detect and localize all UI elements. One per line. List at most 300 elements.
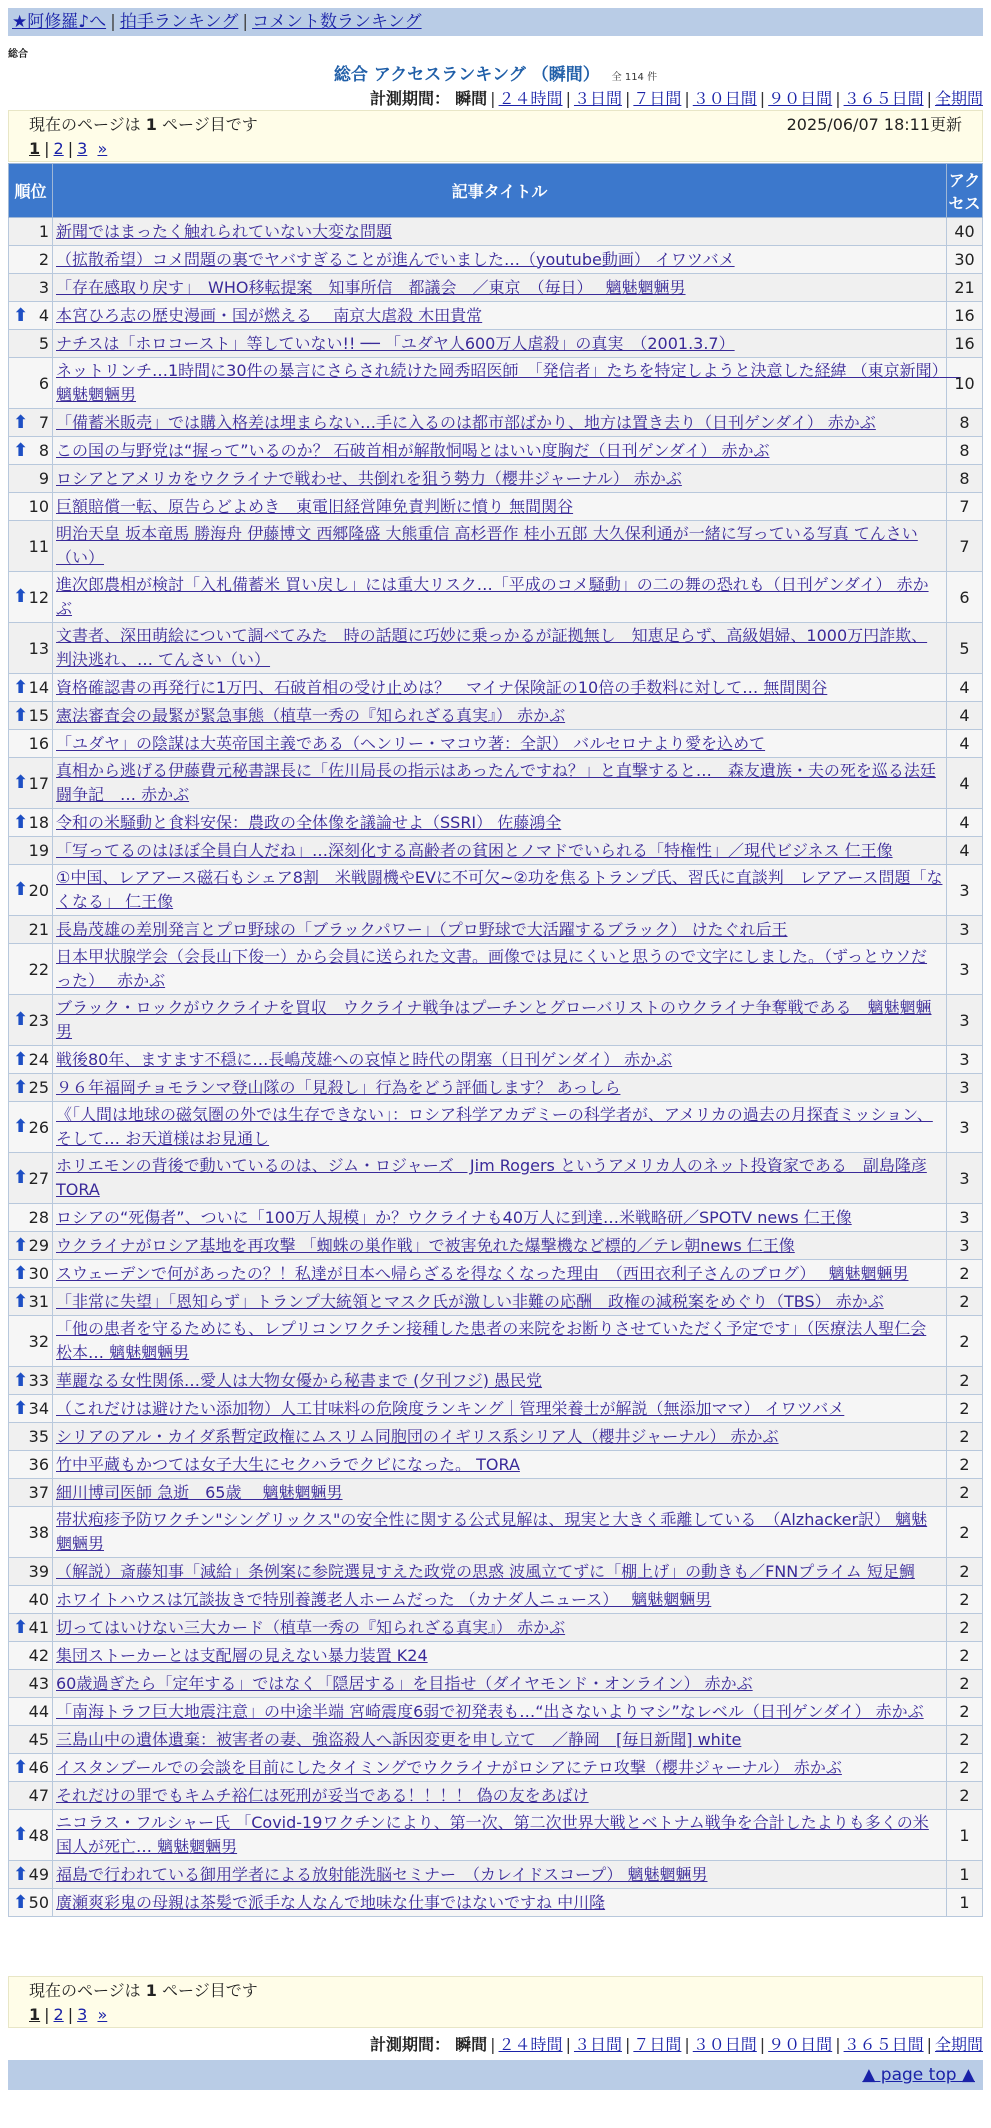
comment-ranking-link[interactable]: コメント数ランキング — [252, 12, 422, 32]
rank-number: 34 — [28, 1399, 49, 1418]
article-title-link[interactable]: ロシアとアメリカをウクライナで戦わせ、共倒れを狙う勢力（櫻井ジャーナル） 赤かぶ — [56, 468, 682, 488]
rank-number: 4 — [38, 306, 49, 325]
table-row — [9, 809, 983, 837]
ranking-table — [8, 163, 983, 1917]
table-row — [9, 1260, 983, 1288]
page-links: 1 | 2 | 3 » — [29, 139, 108, 158]
title-cell — [53, 809, 947, 837]
article-title-link[interactable]: スウェーデンで何があったの？！私達が日本へ帰らざるを得なくなった理由 （西田衣利子さんのブログ） 魑魅魍魎男 — [56, 1263, 909, 1283]
table-row — [9, 521, 983, 572]
title-cell — [53, 1102, 947, 1153]
table-row — [9, 572, 983, 623]
page-status: 現在のページは 1 ページ目です — [29, 115, 258, 134]
rank-cell — [9, 521, 53, 572]
rank-cell — [9, 1614, 53, 1642]
updated-timestamp: 2025/06/07 18:11更新 — [786, 115, 962, 134]
title-cell — [53, 1558, 947, 1586]
access-count: 3 — [947, 1153, 983, 1204]
access-count: 10 — [947, 358, 983, 409]
access-count: 21 — [947, 274, 983, 302]
rank-number: 29 — [28, 1236, 49, 1255]
article-title-link[interactable]: 戦後80年、ますます不穏に…長嶋茂雄への哀悼と時代の閉塞（日刊ゲンダイ） 赤かぶ — [56, 1049, 673, 1069]
table-row — [9, 1861, 983, 1889]
rank-number: 35 — [28, 1427, 49, 1446]
applause-ranking-link[interactable]: 拍手ランキング — [119, 12, 239, 32]
access-count: 2 — [947, 1395, 983, 1423]
period-all-link[interactable]: 全期間 — [934, 89, 983, 108]
table-row — [9, 330, 983, 358]
up-arrow-icon: ⬆ — [13, 811, 29, 833]
table-row — [9, 1614, 983, 1642]
rank-number: 5 — [38, 334, 49, 353]
period-selector-bottom: 計測期間： 瞬間 | ２４時間 | ３日間 | ７日間 | ３０日間 | ９０日間 | ３６５日間 | 全期間 — [370, 2035, 983, 2054]
title-cell — [53, 1726, 947, 1754]
rank-cell — [9, 465, 53, 493]
access-count: 3 — [947, 944, 983, 995]
ranking-title-block — [8, 60, 983, 85]
rank-number: 24 — [28, 1050, 49, 1069]
access-count: 5 — [947, 623, 983, 674]
rank-number: 33 — [28, 1371, 49, 1390]
up-arrow-icon: ⬆ — [13, 304, 29, 326]
table-body — [9, 218, 983, 1917]
up-arrow-icon: ⬆ — [13, 1369, 29, 1391]
title-cell — [53, 1670, 947, 1698]
up-arrow-icon: ⬆ — [13, 772, 29, 793]
table-row — [9, 1288, 983, 1316]
rank-cell — [9, 837, 53, 865]
title-cell — [53, 1046, 947, 1074]
article-title-link[interactable]: （これだけは避けたい添加物）人工甘味料の危険度ランキング｜管理栄養士が解説（無添加ママ） イワツバメ — [56, 1398, 845, 1418]
article-title-link[interactable]: 長島茂雄の差別発言とプロ野球の「ブラックパワー」（プロ野球で大活躍するブラック） けたぐれ后王 — [56, 919, 788, 939]
table-row — [9, 1102, 983, 1153]
access-count: 3 — [947, 916, 983, 944]
title-cell — [53, 1153, 947, 1204]
article-title-link[interactable]: この国の与野党は“握って”いるのか？ 石破首相が解散恫喝とはいい度胸だ（日刊ゲンダイ） 赤かぶ — [56, 440, 770, 460]
title-cell — [53, 1861, 947, 1889]
table-row — [9, 218, 983, 246]
table-row — [9, 916, 983, 944]
period-365d-link[interactable]: ３６５日間 — [843, 2035, 924, 2054]
up-arrow-icon: ⬆ — [13, 1616, 29, 1638]
rank-number: 43 — [28, 1674, 49, 1693]
title-cell — [53, 409, 947, 437]
article-title-link[interactable]: 帯状疱疹予防ワクチン"シングリックス"の安全性に関する公式見解は、現実と大きく乖離している （Alzhacker訳） 魑魅魍魎男 — [56, 1510, 928, 1553]
table-row — [9, 437, 983, 465]
page-current: 1 — [29, 139, 41, 158]
article-title-link[interactable]: 集団ストーカーとは支配層の見えない暴力装置 K24 — [56, 1645, 428, 1665]
article-title-link[interactable]: （解説）斎藤知事「減給」条例案に参院選見すえた政党の思惑 波風立てずに「棚上げ」の動きも／FNNプライム 短足鯛 — [56, 1561, 915, 1581]
article-title-link[interactable]: ①中国、レアアース磁石もシェア8割 米戦闘機やEVに不可欠~②功を焦るトランプ氏、習氏に直談判 レアアース問題「なくなる」 仁王像 — [56, 868, 943, 911]
title-cell — [53, 330, 947, 358]
rank-cell — [9, 1260, 53, 1288]
title-cell — [53, 1395, 947, 1423]
title-cell — [53, 1074, 947, 1102]
rank-number: 14 — [28, 678, 49, 697]
rank-cell — [9, 1642, 53, 1670]
page-link-3[interactable]: 3 — [77, 139, 88, 158]
table-row — [9, 623, 983, 674]
access-count: 2 — [947, 1698, 983, 1726]
table-row — [9, 1670, 983, 1698]
article-title-link[interactable]: 日本甲状腺学会（会長山下俊一）から会員に送られた文書。画像では見にくいと思うので文字にしました。（ずっとウソだった） 赤かぶ — [56, 947, 928, 990]
article-title-link[interactable]: 資格確認書の再発行に1万円、石破首相の受け止めは？ マイナ保険証の10倍の手数料に対して… 無間関谷 — [56, 677, 828, 697]
rank-number: 38 — [28, 1522, 49, 1542]
article-title-link[interactable]: 新聞ではまったく触れられていない大変な問題 — [56, 221, 393, 241]
article-title-link[interactable]: 明治天皇 坂本竜馬 勝海舟 伊藤博文 西郷隆盛 大熊重信 高杉晋作 桂小五郎 大久保利通が一緒に写っている写真 てんさい（い） — [56, 524, 918, 567]
rank-cell — [9, 246, 53, 274]
rank-cell — [9, 1451, 53, 1479]
rank-number: 42 — [28, 1646, 49, 1665]
period-24h-link[interactable]: ２４時間 — [498, 2035, 563, 2054]
page-next-link[interactable]: » — [97, 139, 108, 158]
article-title-link[interactable]: 廣瀬爽彩鬼の母親は茶髪で派手な人なんで地味な仕事ではないですね 中川隆 — [56, 1892, 606, 1912]
page-links: 1 | 2 | 3 » — [29, 2005, 108, 2024]
access-count: 4 — [947, 730, 983, 758]
period-selector-top: 計測期間： 瞬間 | ２４時間 | ３日間 | ７日間 | ３０日間 | ９０日間 | ３６５日間 | 全期間 — [370, 89, 983, 108]
up-arrow-icon: ⬆ — [13, 1262, 29, 1284]
table-row — [9, 758, 983, 809]
up-arrow-icon: ⬆ — [13, 1009, 29, 1030]
article-title-link[interactable]: 憲法審査会の最緊が緊急事態（植草一秀の『知られざる真実』） 赤かぶ — [56, 705, 566, 725]
table-row — [9, 1810, 983, 1861]
period-all-link[interactable]: 全期間 — [934, 2035, 983, 2054]
article-title-link[interactable]: それだけの罪でもキムチ裕仁は死刑が妥当である！！！！ 偽の友をあばけ — [56, 1785, 589, 1805]
period-7d-link[interactable]: ７日間 — [633, 2035, 682, 2054]
article-title-link[interactable]: 文書者、深田萌絵について調べてみた 時の話題に巧妙に乗っかるが証拠無し 知恵足らず、高級娼婦、1000万円詐欺、判決逃れ、… てんさい（い） — [56, 626, 928, 669]
rank-number: 22 — [28, 959, 49, 979]
rank-number: 36 — [28, 1455, 49, 1474]
access-count: 4 — [947, 702, 983, 730]
article-title-link[interactable]: 「南海トラフ巨大地震注意」の中途半端 宮崎震度6弱で初発表も…“出さないよりマシ”なレベル（日刊ゲンダイ） 赤かぶ — [56, 1701, 924, 1721]
access-count: 2 — [947, 1316, 983, 1367]
up-arrow-icon: ⬆ — [13, 1824, 29, 1845]
article-title-link[interactable]: 巨額賠償一転、原告らどよめき 東電旧経営陣免責判断に憤り 無間関谷 — [56, 496, 574, 516]
rank-number: 45 — [28, 1730, 49, 1749]
title-cell — [53, 916, 947, 944]
rank-cell — [9, 409, 53, 437]
access-count: 8 — [947, 409, 983, 437]
up-arrow-icon: ⬆ — [13, 1397, 29, 1419]
title-cell — [53, 623, 947, 674]
period-3d-link[interactable]: ３日間 — [573, 2035, 622, 2054]
article-title-link[interactable]: イスタンブールでの会談を目前にしたタイミングでウクライナがロシアにテロ攻撃（櫻井ジャーナル） 赤かぶ — [56, 1757, 842, 1777]
page-top-link[interactable]: ▲ page top ▲ — [862, 2065, 975, 2085]
article-title-link[interactable]: ホリエモンの背後で動いているのは、ジム・ロジャーズ Jim Rogers というアメリカ人のネット投資家である 副島隆彦 TORA — [56, 1156, 927, 1199]
rank-cell — [9, 944, 53, 995]
article-title-link[interactable]: 三島山中の遺体遺棄：被害者の妻、強盗殺人へ訴因変更を申し立て ／静岡 [毎日新聞] white — [56, 1729, 742, 1749]
title-cell — [53, 437, 947, 465]
up-arrow-icon: ⬆ — [13, 1891, 29, 1913]
rank-cell — [9, 1367, 53, 1395]
rank-cell — [9, 1586, 53, 1614]
article-title-link[interactable]: 福島で行われている御用学者による放射能洗脳セミナー （カレイドスコープ） 魑魅魍魎男 — [56, 1864, 708, 1884]
title-cell — [53, 1754, 947, 1782]
title-cell — [53, 1507, 947, 1558]
access-count: 4 — [947, 837, 983, 865]
rank-number: 25 — [28, 1078, 49, 1097]
rank-number: 50 — [28, 1893, 49, 1912]
title-cell — [53, 730, 947, 758]
rank-number: 19 — [28, 841, 49, 860]
article-title-link[interactable]: ネットリンチ…1時間に30件の暴言にさらされ続けた岡秀昭医師 「発信者」たちを特定しようと決意した経緯 （東京新聞） 魑魅魍魎男 — [56, 361, 961, 404]
up-arrow-icon: ⬆ — [13, 879, 29, 900]
access-count: 2 — [947, 1479, 983, 1507]
title-cell — [53, 995, 947, 1046]
table-row — [9, 358, 983, 409]
article-title-link[interactable]: 60歳過ぎたら「定年する」ではなく「隠居する」を目指せ（ダイヤモンド・オンライン） 赤かぶ — [56, 1673, 753, 1693]
title-cell — [53, 572, 947, 623]
title-cell — [53, 1698, 947, 1726]
article-title-link[interactable]: （拡散希望）コメ問題の裏でヤバすぎることが進んでいました…（youtube動画） イワツバメ — [56, 249, 735, 269]
article-title-link[interactable]: ブラック・ロックがウクライナを買収 ウクライナ戦争はプーチンとグローバリストのウクライナ争奪戦である 魑魅魍魎男 — [56, 998, 932, 1041]
page-link-2[interactable]: 2 — [53, 2005, 64, 2024]
up-arrow-icon: ⬆ — [13, 1756, 29, 1778]
up-arrow-icon: ⬆ — [13, 586, 29, 607]
access-count: 2 — [947, 1782, 983, 1810]
rank-number: 20 — [28, 880, 49, 900]
title-cell — [53, 358, 961, 409]
article-title-link[interactable]: ウクライナがロシア基地を再攻撃 「蜘蛛の巣作戦」で被害免れた爆撃機など標的／テレ朝news 仁王像 — [56, 1235, 795, 1255]
article-title-link[interactable]: 真相から逃げる伊藤費元秘書課長に「佐川局長の指示はあったんですね？」と直撃すると… 森友遺族・夫の死を巡る法廷闘争記 … 赤かぶ — [56, 761, 936, 804]
rank-number: 39 — [28, 1562, 49, 1581]
rank-number: 23 — [28, 1010, 49, 1030]
article-title-link[interactable]: 「写ってるのはほぼ全員白人だね」…深刻化する高齢者の貧困とノマドでいられる「特権性」／現代ビジネス 仁王像 — [56, 840, 893, 860]
period-30d-link[interactable]: ３０日間 — [692, 2035, 757, 2054]
rank-cell — [9, 1204, 53, 1232]
title-cell — [53, 674, 947, 702]
rank-cell — [9, 1558, 53, 1586]
period-label: 計測期間： — [370, 89, 451, 108]
title-cell — [53, 1614, 947, 1642]
header-rank: 順位 — [9, 164, 53, 218]
period-30d-link[interactable]: ３０日間 — [692, 89, 757, 108]
table-row — [9, 944, 983, 995]
up-arrow-icon: ⬆ — [13, 1076, 29, 1098]
rank-cell — [9, 758, 53, 809]
access-count: 3 — [947, 1204, 983, 1232]
table-row — [9, 1586, 983, 1614]
rank-number: 32 — [28, 1331, 49, 1351]
rank-cell — [9, 1232, 53, 1260]
ranking-count: 全 114 件 — [611, 72, 658, 83]
title-cell — [53, 1586, 947, 1614]
rank-number: 3 — [38, 278, 49, 297]
table-row — [9, 1204, 983, 1232]
rank-cell — [9, 218, 53, 246]
article-title-link[interactable]: 本宮ひろ志の歴史漫画・国が燃える 南京大虐殺 木田貴常 — [56, 305, 483, 325]
access-count: 16 — [947, 302, 983, 330]
title-cell — [53, 702, 947, 730]
access-count: 3 — [947, 865, 983, 916]
rank-number: 49 — [28, 1865, 49, 1884]
rank-cell — [9, 1316, 53, 1367]
up-arrow-icon: ⬆ — [13, 704, 29, 726]
rank-number: 17 — [28, 773, 49, 793]
title-cell — [53, 758, 947, 809]
table-row — [9, 1423, 983, 1451]
title-cell — [53, 865, 947, 916]
up-arrow-icon: ⬆ — [13, 1863, 29, 1885]
period-24h-link[interactable]: ２４時間 — [498, 89, 563, 108]
table-row — [9, 1451, 983, 1479]
up-arrow-icon: ⬆ — [13, 1048, 29, 1070]
category-label: 総合 — [8, 49, 28, 60]
rank-cell — [9, 437, 53, 465]
access-count: 4 — [947, 809, 983, 837]
rank-number: 41 — [28, 1618, 49, 1637]
title-cell — [53, 1782, 947, 1810]
table-row — [9, 1726, 983, 1754]
rank-cell — [9, 1153, 53, 1204]
article-title-link[interactable]: 細川博司医師 急逝 65歳 魑魅魍魎男 — [56, 1482, 343, 1502]
table-row — [9, 1316, 983, 1367]
table-row — [9, 1074, 983, 1102]
article-title-link[interactable]: ナチスは「ホロコースト」等していない!! ── 「ユダヤ人600万人虐殺」の真実 （2001.3.7） — [56, 333, 735, 353]
article-title-link[interactable]: 《「人間は地球の磁気圏の外では生存できない」：ロシア科学アカデミーの科学者が、アメリカの過去の月探査ミッション、そして… お天道様はお見通し — [56, 1105, 933, 1148]
rank-cell — [9, 865, 53, 916]
access-count: 2 — [947, 1726, 983, 1754]
rank-cell — [9, 493, 53, 521]
table-row — [9, 246, 983, 274]
table-row — [9, 1558, 983, 1586]
rank-number: 28 — [28, 1208, 49, 1227]
rank-cell — [9, 674, 53, 702]
article-title-link[interactable]: 令和の米騒動と食料安保：農政の全体像を議論せよ（SSRI） 佐藤鴻全 — [56, 812, 562, 832]
header-access: アクセス — [947, 164, 983, 218]
access-count: 30 — [947, 246, 983, 274]
period-365d-link[interactable]: ３６５日間 — [843, 89, 924, 108]
rank-number: 18 — [28, 813, 49, 832]
rank-number: 46 — [28, 1758, 49, 1777]
access-count: 3 — [947, 1232, 983, 1260]
rank-number: 26 — [28, 1117, 49, 1137]
pager-bottom — [8, 1976, 983, 2028]
access-count: 2 — [947, 1670, 983, 1698]
rank-cell — [9, 1507, 53, 1558]
period-90d-link[interactable]: ９０日間 — [768, 2035, 833, 2054]
title-cell — [53, 1889, 947, 1917]
article-title-link[interactable]: 「非常に失望」「恩知らず」トランプ大統領とマスク氏が激しい非難の応酬 政権の減税案をめぐり（TBS） 赤かぶ — [56, 1291, 884, 1311]
article-title-link[interactable]: ロシアの“死傷者”、ついに「100万人規模」か？ウクライナも40万人に到達…米戦略研／SPOTV news 仁王像 — [56, 1207, 852, 1227]
article-title-link[interactable]: 進次郎農相が検討「入札備蓄米 買い戻し」には重大リスク…「平成のコメ騒動」の二の舞の恐れも（日刊ゲンダイ） 赤かぶ — [56, 575, 929, 618]
article-title-link[interactable]: ９６年福岡チョモランマ登山隊の「見殺し」行為をどう評価します？ あっしら — [56, 1077, 621, 1097]
rank-cell — [9, 809, 53, 837]
up-arrow-icon: ⬆ — [13, 411, 29, 433]
article-title-link[interactable]: シリアのアル・カイダ系暫定政権にムスリム同胞団のイギリス系シリア人（櫻井ジャーナル） 赤かぶ — [56, 1426, 779, 1446]
rank-cell — [9, 702, 53, 730]
table-row — [9, 1698, 983, 1726]
access-count: 2 — [947, 1288, 983, 1316]
title-cell — [53, 218, 947, 246]
page-current: 1 — [29, 2005, 41, 2024]
rank-cell — [9, 1046, 53, 1074]
article-title-link[interactable]: ホワイトハウスは冗談抜きで特別養護老人ホームだった （カナダ人ニュース） 魑魅魍魎男 — [56, 1589, 712, 1609]
access-count: 2 — [947, 1260, 983, 1288]
rank-cell — [9, 1102, 53, 1153]
rank-cell — [9, 995, 53, 1046]
article-title-link[interactable]: 華麗なる女性関係…愛人は大物女優から秘書まで (夕刊フジ) 愚民党 — [56, 1370, 543, 1390]
rank-number: 13 — [28, 638, 49, 658]
rank-number: 12 — [28, 587, 49, 607]
period-current: 瞬間 — [455, 2035, 488, 2054]
article-title-link[interactable]: 「存在感取り戻す」 WHO移転提案 知事所信 都議会 ／東京 （毎日） 魑魅魍魎男 — [56, 277, 686, 297]
table-row — [9, 995, 983, 1046]
rank-number: 21 — [28, 920, 49, 939]
rank-number: 16 — [28, 734, 49, 753]
access-count: 1 — [947, 1810, 983, 1861]
title-cell — [53, 1288, 947, 1316]
rank-cell — [9, 1698, 53, 1726]
table-row — [9, 865, 983, 916]
rank-number: 30 — [28, 1264, 49, 1283]
rank-number: 11 — [28, 536, 49, 556]
rank-number: 9 — [38, 469, 49, 488]
access-count: 2 — [947, 1367, 983, 1395]
access-count: 2 — [947, 1754, 983, 1782]
title-cell — [53, 1232, 947, 1260]
rank-cell — [9, 1423, 53, 1451]
article-title-link[interactable]: 「備蓄米販売」では購入格差は埋まらない…手に入るのは都市部ばかり、地方は置き去り（日刊ゲンダイ） 赤かぶ — [56, 412, 876, 432]
table-row — [9, 1889, 983, 1917]
page-next-link[interactable]: » — [97, 2005, 108, 2024]
access-count: 7 — [947, 493, 983, 521]
rank-cell — [9, 330, 53, 358]
table-row — [9, 409, 983, 437]
rank-cell — [9, 1889, 53, 1917]
table-row — [9, 1754, 983, 1782]
page-link-2[interactable]: 2 — [53, 139, 64, 158]
access-count: 2 — [947, 1614, 983, 1642]
title-cell — [53, 1451, 947, 1479]
access-count: 2 — [947, 1451, 983, 1479]
table-row — [9, 1232, 983, 1260]
up-arrow-icon: ⬆ — [13, 439, 29, 461]
up-arrow-icon: ⬆ — [13, 1290, 29, 1312]
home-link[interactable]: ★阿修羅♪へ — [12, 12, 107, 32]
access-count: 2 — [947, 1586, 983, 1614]
period-7d-link[interactable]: ７日間 — [633, 89, 682, 108]
access-count: 6 — [947, 572, 983, 623]
rank-cell — [9, 1754, 53, 1782]
rank-number: 37 — [28, 1483, 49, 1502]
article-title-link[interactable]: 「ユダヤ」の陰謀は大英帝国主義である（ヘンリー・マコウ著：全訳） バルセロナより愛を込めて — [56, 733, 766, 753]
article-title-link[interactable]: 竹中平蔵もかつては女子大生にセクハラでクビになった。 TORA — [56, 1454, 520, 1474]
access-count: 2 — [947, 1558, 983, 1586]
access-count: 16 — [947, 330, 983, 358]
access-count: 2 — [947, 1507, 983, 1558]
period-3d-link[interactable]: ３日間 — [573, 89, 622, 108]
article-title-link[interactable]: 切ってはいけない三大カード（植草一秀の『知られざる真実』） 赤かぶ — [56, 1617, 566, 1637]
table-row — [9, 1395, 983, 1423]
title-cell — [53, 1316, 947, 1367]
rank-number: 6 — [38, 373, 49, 393]
rank-number: 40 — [28, 1590, 49, 1609]
period-90d-link[interactable]: ９０日間 — [768, 89, 833, 108]
access-count: 2 — [947, 1423, 983, 1451]
table-row — [9, 702, 983, 730]
rank-cell — [9, 274, 53, 302]
access-count: 1 — [947, 1889, 983, 1917]
rank-number: 48 — [28, 1825, 49, 1845]
rank-cell — [9, 1726, 53, 1754]
article-title-link[interactable]: ニコラス・フルシャー氏 「Covid-19ワクチンにより、第一次、第二次世界大戦とベトナム戦争を合計したよりも多くの米国人が死亡… 魑魅魍魎男 — [56, 1813, 929, 1856]
page-link-3[interactable]: 3 — [77, 2005, 88, 2024]
rank-number: 1 — [38, 222, 49, 241]
article-title-link[interactable]: 「他の患者を守るためにも、レプリコンワクチン接種した患者の来院をお断りさせていただく予定です」（医療法人聖仁会 松本… 魑魅魍魎男 — [56, 1319, 927, 1362]
access-count: 40 — [947, 218, 983, 246]
access-count: 4 — [947, 674, 983, 702]
